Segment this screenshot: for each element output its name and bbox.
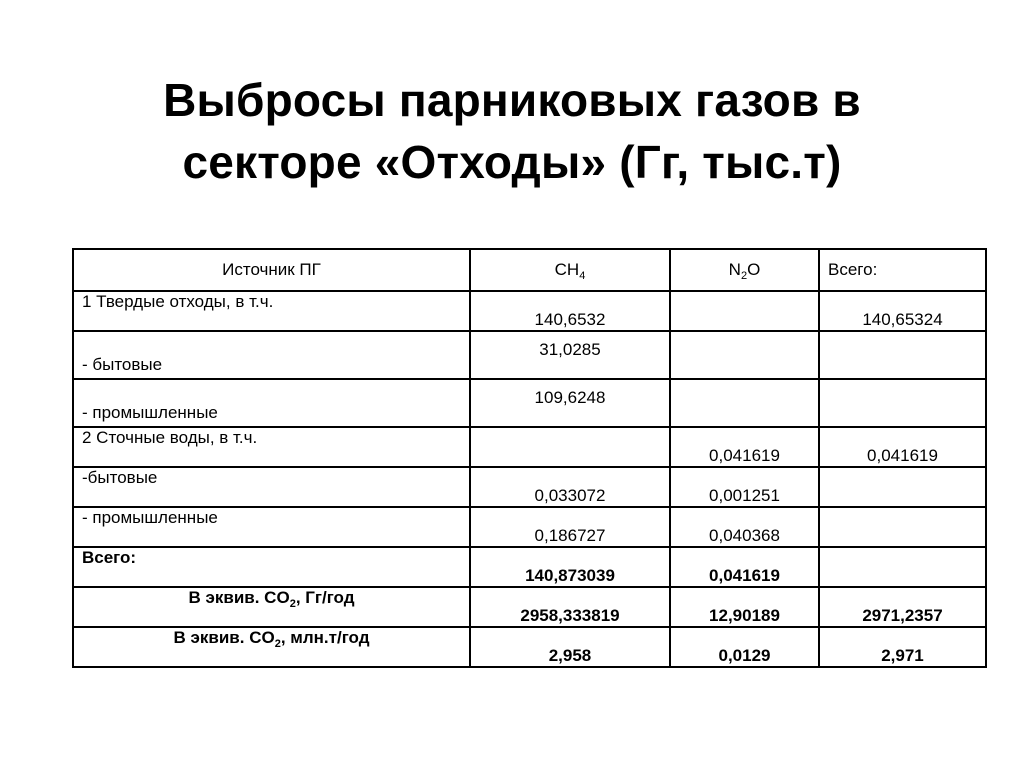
cell-ch4: 140,873039 (470, 547, 670, 587)
row-label: -бытовые (73, 467, 470, 507)
slide-title (0, 69, 1024, 193)
cell-ch4: 31,0285 (470, 331, 670, 379)
row-label-subscript: 2 (289, 598, 296, 610)
row-label-suffix: , Гг/год (295, 588, 355, 607)
row-label-prefix: В эквив. CO (188, 588, 290, 607)
row-label-suffix: , млн.т/год (280, 628, 370, 647)
cell-n2o: 0,040368 (670, 507, 819, 547)
cell-total (819, 331, 986, 379)
header-n2o (670, 249, 819, 291)
table-header-row (73, 249, 986, 291)
cell-n2o (670, 379, 819, 427)
row-label (73, 627, 470, 667)
cell-total: 0,041619 (819, 427, 986, 467)
table-row-co2-eq-gg (73, 587, 986, 627)
table-row (73, 331, 986, 379)
cell-ch4: 2,958 (470, 627, 670, 667)
slide-title-line-2: секторе «Отходы» (Гг, тыс.т) (182, 135, 842, 188)
table-row (73, 467, 986, 507)
slide-title-line-1: Выбросы парниковых газов в (163, 73, 861, 126)
cell-ch4: 140,6532 (470, 291, 670, 331)
table-row-total (73, 547, 986, 587)
cell-ch4 (470, 427, 670, 467)
cell-total: 140,65324 (819, 291, 986, 331)
header-ch4-formula: CH (554, 260, 580, 279)
cell-ch4: 0,186727 (470, 507, 670, 547)
cell-n2o: 0,001251 (670, 467, 819, 507)
cell-total (819, 379, 986, 427)
cell-n2o: 0,0129 (670, 627, 819, 667)
cell-ch4: 0,033072 (470, 467, 670, 507)
cell-n2o: 12,90189 (670, 587, 819, 627)
row-label: - промышленные (73, 379, 470, 427)
table-row (73, 291, 986, 331)
cell-ch4: 2958,333819 (470, 587, 670, 627)
cell-total (819, 547, 986, 587)
row-label: - промышленные (73, 507, 470, 547)
cell-n2o: 0,041619 (670, 427, 819, 467)
table-row-co2-eq-mt (73, 627, 986, 667)
cell-ch4: 109,6248 (470, 379, 670, 427)
row-label: 1 Твердые отходы, в т.ч. (73, 291, 470, 331)
cell-total (819, 467, 986, 507)
cell-total: 2,971 (819, 627, 986, 667)
cell-n2o (670, 291, 819, 331)
header-n2o-subscript: 2 (740, 270, 748, 282)
table-row (73, 427, 986, 467)
row-label-prefix: В эквив. CO (173, 628, 275, 647)
table-row (73, 379, 986, 427)
cell-total (819, 507, 986, 547)
header-n2o-formula-o: O (747, 260, 761, 279)
header-ch4-subscript: 4 (579, 270, 586, 282)
table-row (73, 507, 986, 547)
emissions-table (72, 248, 987, 668)
row-label: 2 Сточные воды, в т.ч. (73, 427, 470, 467)
header-source: Источник ПГ (73, 249, 470, 291)
header-n2o-formula-n: N (728, 260, 741, 279)
cell-total: 2971,2357 (819, 587, 986, 627)
row-label: Всего: (73, 547, 470, 587)
row-label-subscript: 2 (274, 638, 281, 650)
header-ch4 (470, 249, 670, 291)
cell-n2o (670, 331, 819, 379)
header-total: Всего: (819, 249, 986, 291)
cell-n2o: 0,041619 (670, 547, 819, 587)
row-label (73, 587, 470, 627)
row-label: - бытовые (73, 331, 470, 379)
